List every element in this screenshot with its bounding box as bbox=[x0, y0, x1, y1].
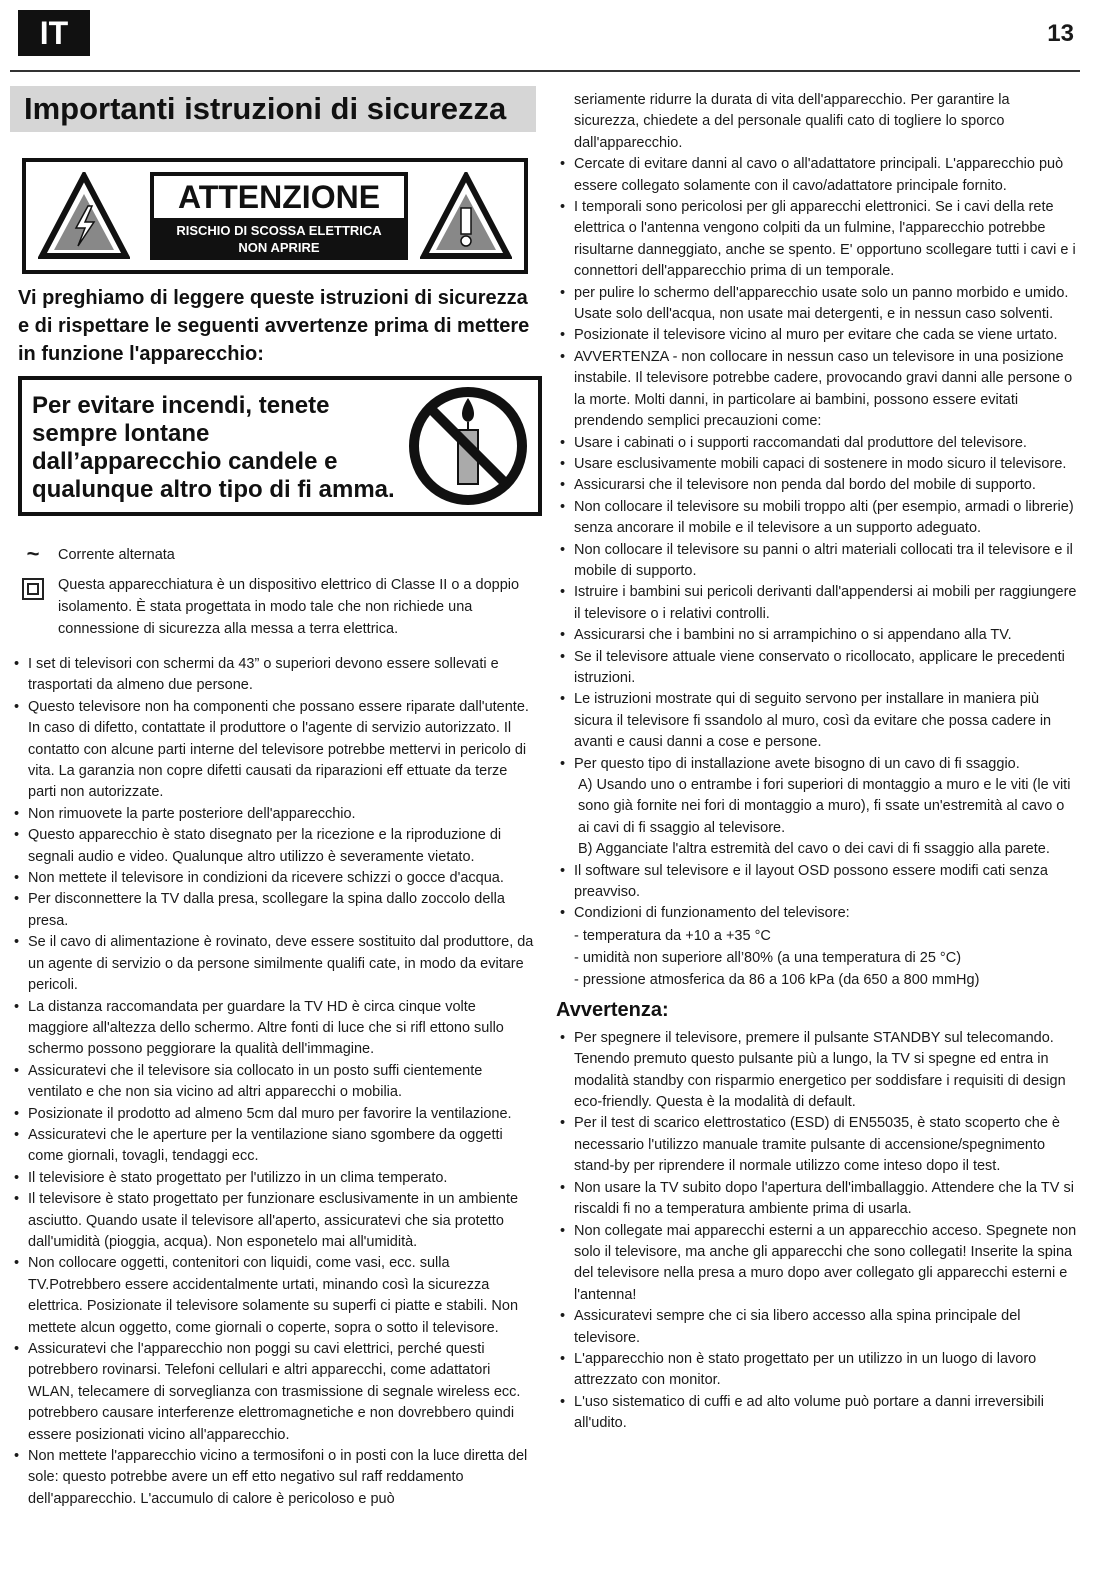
page-title: Importanti istruzioni di sicurezza bbox=[24, 91, 507, 126]
list-item: • Assicuratevi sempre che ci sia libero accesso alla spina principale del televisore. bbox=[556, 1306, 1078, 1349]
exclamation-warning-icon bbox=[420, 172, 512, 260]
fixing-step-b: B) Agganciate l'altra estremità del cavo o dei cavi di fi ssaggio alla parete. bbox=[578, 841, 1050, 858]
list-item: • AVVERTENZA - non collocare in nessun caso un televisore in una posizione instabile. Il televisore potrebbe cadere, provocando gravi danni alle persone o la morte. Molti danni, in particolare ai bambini, possono essere evitati prendendo semplici precauzioni come: bbox=[556, 347, 1078, 433]
list-item: • Non mettete l'apparecchio vicino a termosifoni o in posti con la luce diretta del sole: questo potrebbe avere un eff etto negativo sul raff reddamento dell'apparecchio. L'accumulo di calore è pericoloso e può bbox=[10, 1446, 536, 1510]
list-item: • Non collegate mai apparecchi esterni a un apparecchio acceso. Spegnete non solo il televisore, ma anche gli apparecchi che sono collegati! Inserite la spina del televisore nella presa a muro dopo aver collegato gli apparecchi esterni e l'antenna! bbox=[556, 1221, 1078, 1307]
list-item: • Usare i cabinati o i supporti raccomandati dal produttore del televisore. bbox=[556, 433, 1078, 454]
list-item: • L'apparecchio non è stato progettato per un utilizzo in un luogo di lavoro attrezzato con monitor. bbox=[556, 1349, 1078, 1392]
list-item: • Non collocare oggetti, contenitori con liquidi, come vasi, ecc. sulla TV.Potrebbero essere accidentalmente urtati, minando così la sicurezza elettrica. Posizionate il televisore solamente su superfi ci piatte e stabili. Non mettete alcun oggetto, come giornali o coperte, sopra o sotto il televisore. bbox=[10, 1253, 536, 1339]
list-item: • Non usare la TV subito dopo l'apertura dell'imballaggio. Attendere che la TV si riscaldi fi no a temperatura ambiente prima di usarla. bbox=[556, 1178, 1078, 1221]
list-item: • Assicuratevi che il televisore sia collocato in un posto suffi cientemente ventilato e che non sia vicino ad altri apparecchi o mobilia. bbox=[10, 1061, 536, 1104]
attention-subtext bbox=[150, 222, 408, 256]
class2-symbol-row bbox=[18, 574, 536, 640]
lightning-warning-icon bbox=[38, 172, 130, 260]
list-item: • Le istruzioni mostrate qui di seguito servono per installare in maniera più sicura il televisore fi ssandolo al muro, così da evitare che possa cadere in avanti e causi danni a cose e persone. bbox=[556, 689, 1078, 753]
fire-warning-box bbox=[18, 376, 542, 516]
list-item: • Non collocare il televisore su panni o altri materiali collocati tra il televisore e il mobile di supporto. bbox=[556, 540, 1078, 583]
title-bar bbox=[10, 86, 536, 132]
list-item: • Posizionate il televisore vicino al muro per evitare che cada se viene urtato. bbox=[556, 325, 1078, 346]
list-item: • Il televisore è stato progettato per funzionare esclusivamente in un ambiente asciutto. Quando usate il televisore all'aperto, assicuratevi che sia protetto dall'umidità (pioggia, acqua). Non esponetelo mai all'umidità. bbox=[10, 1189, 536, 1253]
fire-warning-text: Per evitare incendi, tenete sempre lontane dall’apparecchio candele e qualunque altro tipo di fi amma. bbox=[32, 392, 395, 503]
list-item: • Assicuratevi che le aperture per la ventilazione siano sgombere da oggetti come giornali, tovagli, tendaggi ecc. bbox=[10, 1125, 536, 1168]
left-column bbox=[10, 86, 536, 1510]
fixing-intro: Per questo tipo di installazione avete bisogno di un cavo di fi ssaggio. bbox=[574, 755, 1020, 772]
list-item: • Posizionate il prodotto ad almeno 5cm dal muro per favorire la ventilazione. bbox=[10, 1104, 536, 1125]
list-item: • I set di televisori con schermi da 43” o superiori devono essere sollevati e trasportati da almeno due persone. bbox=[10, 654, 536, 697]
header-divider bbox=[10, 70, 1080, 72]
list-item: • Condizioni di funzionamento del televisore: bbox=[556, 903, 1078, 924]
condition-pressure: - pressione atmosferica da 86 a 106 kPa (da 650 a 800 mmHg) bbox=[574, 971, 980, 988]
class2-symbol-text: Questa apparecchiatura è un dispositivo elettrico di Classe II o a doppio isolamento. È stata progettata in modo tale che non richiede una connessione di sicurezza alla messa a terra elettrica. bbox=[58, 577, 520, 637]
right-safety-list bbox=[556, 154, 1078, 925]
alternating-current-icon: ~ bbox=[26, 541, 40, 566]
list-item: • per pulire lo schermo dell'apparecchio usate solo un panno morbido e umido. Usate solo dell'acqua, non usate mai detergenti, e in nessun caso solventi. bbox=[556, 283, 1078, 326]
attention-panel bbox=[150, 172, 408, 260]
list-item: • Assicurarsi che i bambini no si arrampichino o si appendano alla TV. bbox=[556, 625, 1078, 646]
list-item: • Il televisiore è stato progettato per l'utilizzo in un clima temperato. bbox=[10, 1168, 536, 1189]
list-item: • Assicuratevi che l'apparecchio non poggi su cavi elettrici, perché questi potrebbero rovinarsi. Telefoni cellulari e altri apparecchi, come adattatori WLAN, telecamere di sorveglianza con trasmissione di segnale wireless ecc. potrebbero causare interferenze elettromagnetiche e non dovrebbero quindi essere posizionati vicino all'apparecchio. bbox=[10, 1339, 536, 1446]
electric-shock-warning-label bbox=[22, 158, 528, 274]
left-safety-list bbox=[10, 654, 536, 1510]
list-item: • La distanza raccomandata per guardare la TV HD è circa cinque volte maggiore all'altezza dello schermo. Altre fonti di luce che si rifl ettono sullo schermo possono peggiorare la qualità dell'immagine. bbox=[10, 997, 536, 1061]
list-item: • L'uso sistematico di cuffi e ad alto volume può portare a danni irreversibili all'udito. bbox=[556, 1392, 1078, 1435]
list-item: • Non rimuovete la parte posteriore dell'apparecchio. bbox=[10, 804, 536, 825]
list-item: • Non collocare il televisore su mobili troppo alti (per esempio, armadi o librerie) senza ancorare il mobile e il televisore a un supporto adeguato. bbox=[556, 497, 1078, 540]
list-item: • Per il test di scarico elettrostatico (ESD) di EN55035, è stato scoperto che è necessario l'utilizzo manuale tramite pulsante di accensione/spegnimento stand-by per riprendere il normale utilizzo come inteso dopo il test. bbox=[556, 1113, 1078, 1177]
list-item: • Questo apparecchio è stato disegnato per la ricezione e la riproduzione di segnali audio e video. Qualunque altro utilizzo è severamente vietato. bbox=[10, 825, 536, 868]
condition-humidity: - umidità non superiore all’80% (a una temperatura di 25 °C) bbox=[574, 949, 962, 966]
avvertenza-heading: Avvertenza: bbox=[556, 998, 669, 1021]
ac-symbol-row bbox=[18, 541, 536, 566]
attention-line-1: RISCHIO DI SCOSSA ELETTRICA bbox=[176, 223, 382, 238]
list-item: • Istruire i bambini sui pericoli derivanti dall'appendersi ai mobili per raggiungere il televisore o i relativi controlli. bbox=[556, 582, 1078, 625]
intro-text: Vi preghiamo di leggere queste istruzioni di sicurezza e di rispettare le seguenti avvertenze prima di mettere in funzione l'apparecchio: bbox=[18, 287, 530, 365]
list-item: • Il software sul televisore e il layout OSD possono essere modifi cati senza preavviso. bbox=[556, 861, 1078, 904]
list-item bbox=[556, 754, 1078, 861]
attention-heading: ATTENZIONE bbox=[154, 176, 404, 218]
double-insulation-icon bbox=[18, 574, 48, 605]
list-item: • Assicurarsi che il televisore non penda dal bordo del mobile di supporto. bbox=[556, 475, 1078, 496]
condition-temperature: - temperatura da +10 a +35 °C bbox=[574, 927, 771, 944]
ac-symbol-text: Corrente alternata bbox=[58, 547, 175, 563]
attention-line-2: NON APRIRE bbox=[238, 240, 320, 255]
language-tag: IT bbox=[18, 10, 90, 56]
avvertenza-list bbox=[556, 1028, 1078, 1435]
continued-paragraph: seriamente ridurre la durata di vita dell'apparecchio. Per garantire la sicurezza, chiedete a del personale qualifi cato di togliere lo sporco dall'apparecchio. bbox=[574, 92, 1010, 151]
list-item: • I temporali sono pericolosi per gli apparecchi elettronici. Se i cavi della rete elettrica o l'antenna vengono colpiti da un fulmine, l'apparecchio potrebbe risultarne danneggiato, anche se spento. E' opportuno scollegare tutti i cavi e i connettori dell'apparecchio prima di un temporale. bbox=[556, 197, 1078, 283]
list-item: • Non mettete il televisore in condizioni da ricevere schizzi o gocce d'acqua. bbox=[10, 868, 536, 889]
page-number: 13 bbox=[1047, 20, 1074, 47]
list-item: • Cercate di evitare danni al cavo o all'adattatore principali. L'apparecchio può essere collegato solamente con il cavo/adattatore principale fornito. bbox=[556, 154, 1078, 197]
list-item: • Per spegnere il televisore, premere il pulsante STANDBY sul telecomando. Tenendo premuto questo pulsante più a lungo, la TV si spegne ed entra in modalità standby con risparmio energetico per soddisfare i requisiti di design eco-friendly. Questa è la modalità di default. bbox=[556, 1028, 1078, 1114]
list-item: • Usare esclusivamente mobili capaci di sostenere in modo sicuro il televisore. bbox=[556, 454, 1078, 475]
list-item: • Se il televisore attuale viene conservato o ricollocato, applicare le precedenti istruzioni. bbox=[556, 647, 1078, 690]
no-open-flame-icon bbox=[406, 384, 530, 508]
list-item: • Se il cavo di alimentazione è rovinato, deve essere sostituito dal produttore, da un agente di servizio o da persone similmente qualifi cate, in modo da evitare pericoli. bbox=[10, 932, 536, 996]
right-column bbox=[556, 90, 1078, 1435]
list-item: • Per disconnettere la TV dalla presa, scollegare la spina dallo zoccolo della presa. bbox=[10, 889, 536, 932]
fixing-step-a: A) Usando uno o entrambe i fori superiori di montaggio a muro e le viti (le viti sono già fornite nei fori di montaggio a muro), fi ssate un'estremità al cavo o ai cavi di fi ssaggio al televisore. bbox=[578, 777, 1071, 836]
list-item: • Questo televisore non ha componenti che possano essere riparate dall'utente. In caso di difetto, contattate il produttore o l'agente di servizio autorizzato. Il contatto con alcune parti interne del televisore potrebbe mettervi in pericolo di vita. La garanzia non copre difetti causati da riparazioni eff ettuate da terze parti non autorizzate. bbox=[10, 697, 536, 804]
